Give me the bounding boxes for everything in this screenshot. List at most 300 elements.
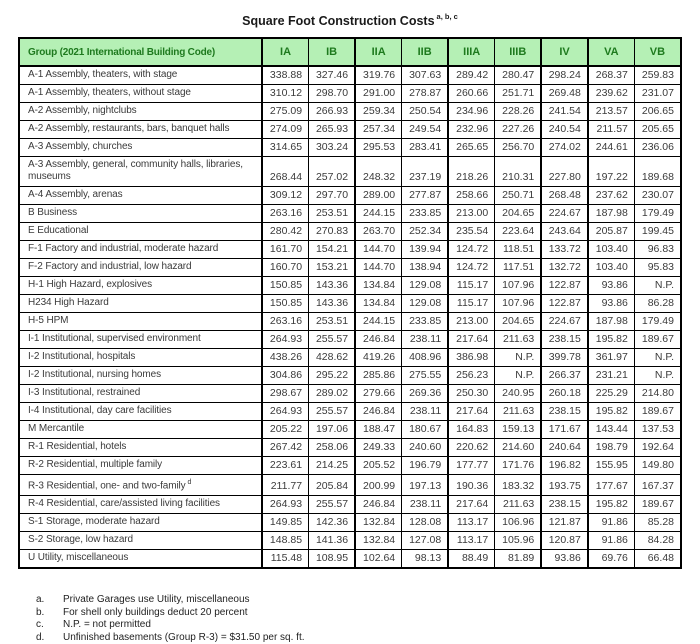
- table-header-row: [19, 38, 681, 66]
- cost-cell: 419.26: [355, 349, 402, 367]
- cost-cell: 171.76: [495, 457, 542, 475]
- column-header-iiia: IIIA: [448, 38, 495, 66]
- cost-cell: 263.70: [355, 223, 402, 241]
- cost-cell: 211.77: [262, 475, 309, 496]
- cost-cell: N.P.: [634, 367, 681, 385]
- cost-cell: 150.85: [262, 277, 309, 295]
- cost-cell: 113.17: [448, 514, 495, 532]
- cost-cell: 246.84: [355, 496, 402, 514]
- cost-cell: 127.08: [402, 532, 449, 550]
- cost-cell: 129.08: [402, 277, 449, 295]
- cost-cell: 120.87: [541, 532, 588, 550]
- table-row: [19, 259, 681, 277]
- cost-cell: 408.96: [402, 349, 449, 367]
- cost-cell: 217.64: [448, 496, 495, 514]
- cost-cell: 148.85: [262, 532, 309, 550]
- cost-cell: 115.48: [262, 550, 309, 569]
- cost-cell: 227.26: [495, 121, 542, 139]
- cost-cell: 278.87: [402, 85, 449, 103]
- cost-cell: 264.93: [262, 496, 309, 514]
- cost-cell: 144.70: [355, 241, 402, 259]
- cost-cell: 338.88: [262, 66, 309, 85]
- cost-cell: 84.28: [634, 532, 681, 550]
- table-row: [19, 277, 681, 295]
- footnote-marker: c.: [36, 619, 44, 631]
- footnote-text: Private Garages use Utility, miscellaneous: [63, 594, 250, 606]
- column-header-ib: IB: [309, 38, 356, 66]
- row-label: I-2 Institutional, nursing homes: [19, 367, 262, 385]
- cost-cell: 268.44: [262, 157, 309, 187]
- cost-cell: 108.95: [309, 550, 356, 569]
- cost-cell: 142.36: [309, 514, 356, 532]
- cost-cell: 275.09: [262, 103, 309, 121]
- cost-cell: 239.62: [588, 85, 635, 103]
- cost-cell: 211.57: [588, 121, 635, 139]
- cost-cell: 205.52: [355, 457, 402, 475]
- cost-cell: 214.25: [309, 457, 356, 475]
- cost-cell: 190.36: [448, 475, 495, 496]
- cost-cell: 102.64: [355, 550, 402, 569]
- footnote-text: Unfinished basements (Group R-3) = $31.50 per sq. ft.: [63, 631, 305, 643]
- row-label: A-3 Assembly, churches: [19, 139, 262, 157]
- cost-cell: 399.78: [541, 349, 588, 367]
- row-label: E Educational: [19, 223, 262, 241]
- cost-cell: 270.83: [309, 223, 356, 241]
- cost-cell: 210.31: [495, 157, 542, 187]
- row-label: H-5 HPM: [19, 313, 262, 331]
- row-label: I-2 Institutional, hospitals: [19, 349, 262, 367]
- cost-cell: 132.72: [541, 259, 588, 277]
- cost-cell: 265.93: [309, 121, 356, 139]
- table-row: [19, 103, 681, 121]
- cost-cell: 93.86: [588, 277, 635, 295]
- cost-cell: 206.65: [634, 103, 681, 121]
- cost-cell: 259.34: [355, 103, 402, 121]
- row-label: S-2 Storage, low hazard: [19, 532, 262, 550]
- table-row: [19, 475, 681, 496]
- table-row: [19, 331, 681, 349]
- cost-cell: 289.00: [355, 187, 402, 205]
- cost-cell: 277.87: [402, 187, 449, 205]
- cost-cell: 197.13: [402, 475, 449, 496]
- table-row: [19, 66, 681, 85]
- cost-cell: 289.42: [448, 66, 495, 85]
- table-row: [19, 421, 681, 439]
- column-header-iv: IV: [541, 38, 588, 66]
- cost-cell: 195.82: [588, 403, 635, 421]
- cost-cell: 250.54: [402, 103, 449, 121]
- cost-cell: 115.17: [448, 295, 495, 313]
- table-row: [19, 223, 681, 241]
- table-row: [19, 295, 681, 313]
- table-row: [19, 205, 681, 223]
- title-superscript: a, b, c: [436, 12, 458, 21]
- row-label: A-1 Assembly, theaters, without stage: [19, 85, 262, 103]
- cost-cell: 223.64: [495, 223, 542, 241]
- row-label: A-3 Assembly, general, community halls, libraries, museums: [19, 157, 262, 187]
- cost-cell: 107.96: [495, 295, 542, 313]
- footnote-line: [36, 619, 700, 632]
- cost-cell: 275.55: [402, 367, 449, 385]
- row-label: A-4 Assembly, arenas: [19, 187, 262, 205]
- cost-cell: 250.30: [448, 385, 495, 403]
- column-header-vb: VB: [634, 38, 681, 66]
- cost-cell: N.P.: [495, 349, 542, 367]
- cost-cell: 238.15: [541, 331, 588, 349]
- table-row: [19, 85, 681, 103]
- title-text: Square Foot Construction Costs: [242, 14, 435, 29]
- column-header-iia: IIA: [355, 38, 402, 66]
- cost-cell: 231.07: [634, 85, 681, 103]
- cost-cell: 189.68: [634, 157, 681, 187]
- table-row: [19, 241, 681, 259]
- table-row: [19, 121, 681, 139]
- cost-cell: 196.79: [402, 457, 449, 475]
- cost-cell: 255.57: [309, 331, 356, 349]
- cost-cell: 153.21: [309, 259, 356, 277]
- cost-cell: 244.15: [355, 205, 402, 223]
- cost-cell: 213.00: [448, 205, 495, 223]
- table-row: [19, 457, 681, 475]
- cost-cell: 177.77: [448, 457, 495, 475]
- cost-cell: 237.62: [588, 187, 635, 205]
- row-label: S-1 Storage, moderate hazard: [19, 514, 262, 532]
- cost-cell: 298.70: [309, 85, 356, 103]
- cost-cell: 238.11: [402, 331, 449, 349]
- cost-cell: 118.51: [495, 241, 542, 259]
- cost-cell: 122.87: [541, 295, 588, 313]
- cost-cell: 192.64: [634, 439, 681, 457]
- cost-cell: 303.24: [309, 139, 356, 157]
- cost-cell: 149.80: [634, 457, 681, 475]
- cost-cell: N.P.: [634, 349, 681, 367]
- cost-cell: 214.80: [634, 385, 681, 403]
- cost-cell: 161.70: [262, 241, 309, 259]
- table-row: [19, 514, 681, 532]
- cost-cell: 199.45: [634, 223, 681, 241]
- cost-cell: 240.60: [402, 439, 449, 457]
- cost-cell: 238.15: [541, 403, 588, 421]
- cost-cell: 227.80: [541, 157, 588, 187]
- cost-cell: 269.48: [541, 85, 588, 103]
- cost-cell: 93.86: [588, 295, 635, 313]
- row-label: H-1 High Hazard, explosives: [19, 277, 262, 295]
- cost-cell: 183.32: [495, 475, 542, 496]
- cost-cell: 85.28: [634, 514, 681, 532]
- cost-cell: 274.02: [541, 139, 588, 157]
- cost-cell: 66.48: [634, 550, 681, 569]
- cost-cell: 197.06: [309, 421, 356, 439]
- cost-cell: 304.86: [262, 367, 309, 385]
- cost-cell: 179.49: [634, 205, 681, 223]
- cost-cell: 211.63: [495, 496, 542, 514]
- cost-cell: 235.54: [448, 223, 495, 241]
- cost-cell: 167.37: [634, 475, 681, 496]
- cost-cell: 307.63: [402, 66, 449, 85]
- cost-cell: 189.67: [634, 331, 681, 349]
- table-row: [19, 439, 681, 457]
- cost-cell: 189.67: [634, 496, 681, 514]
- cost-cell: 139.94: [402, 241, 449, 259]
- row-label: B Business: [19, 205, 262, 223]
- table-row: [19, 403, 681, 421]
- column-header-va: VA: [588, 38, 635, 66]
- table-row: [19, 496, 681, 514]
- cost-cell: 103.40: [588, 259, 635, 277]
- cost-cell: 264.93: [262, 403, 309, 421]
- cost-cell: 179.49: [634, 313, 681, 331]
- cost-cell: 200.99: [355, 475, 402, 496]
- table-row: [19, 385, 681, 403]
- cost-cell: 244.15: [355, 313, 402, 331]
- cost-cell: 223.61: [262, 457, 309, 475]
- cost-cell: 205.65: [634, 121, 681, 139]
- row-label: A-2 Assembly, nightclubs: [19, 103, 262, 121]
- cost-cell: 319.76: [355, 66, 402, 85]
- cost-cell: 250.71: [495, 187, 542, 205]
- cost-cell: 195.82: [588, 496, 635, 514]
- cost-cell: 260.66: [448, 85, 495, 103]
- cost-cell: 213.00: [448, 313, 495, 331]
- table-row: [19, 313, 681, 331]
- cost-cell: 266.93: [309, 103, 356, 121]
- cost-cell: 386.98: [448, 349, 495, 367]
- table-row: [19, 532, 681, 550]
- cost-cell: 263.16: [262, 313, 309, 331]
- row-label: I-4 Institutional, day care facilities: [19, 403, 262, 421]
- cost-cell: 243.64: [541, 223, 588, 241]
- row-label: A-1 Assembly, theaters, with stage: [19, 66, 262, 85]
- row-label: A-2 Assembly, restaurants, bars, banquet halls: [19, 121, 262, 139]
- cost-cell: 268.48: [541, 187, 588, 205]
- cost-cell: 246.84: [355, 403, 402, 421]
- cost-cell: 187.98: [588, 205, 635, 223]
- cost-cell: 134.84: [355, 295, 402, 313]
- cost-cell: 263.16: [262, 205, 309, 223]
- cost-cell: 180.67: [402, 421, 449, 439]
- cost-cell: 225.29: [588, 385, 635, 403]
- cost-cell: 298.67: [262, 385, 309, 403]
- cost-cell: 205.87: [588, 223, 635, 241]
- cost-cell: 195.82: [588, 331, 635, 349]
- cost-cell: 220.62: [448, 439, 495, 457]
- column-header-iiib: IIIB: [495, 38, 542, 66]
- cost-cell: 259.83: [634, 66, 681, 85]
- cost-cell: 248.32: [355, 157, 402, 187]
- cost-cell: 143.36: [309, 277, 356, 295]
- row-label: U Utility, miscellaneous: [19, 550, 262, 569]
- column-header-iib: IIB: [402, 38, 449, 66]
- cost-cell: 295.53: [355, 139, 402, 157]
- row-label: H234 High Hazard: [19, 295, 262, 313]
- cost-cell: 258.06: [309, 439, 356, 457]
- cost-cell: 361.97: [588, 349, 635, 367]
- cost-cell: 438.26: [262, 349, 309, 367]
- cost-cell: 122.87: [541, 277, 588, 295]
- cost-cell: 228.26: [495, 103, 542, 121]
- cost-cell: 257.02: [309, 157, 356, 187]
- cost-cell: 218.26: [448, 157, 495, 187]
- cost-cell: 171.67: [541, 421, 588, 439]
- row-label: R-1 Residential, hotels: [19, 439, 262, 457]
- cost-cell: 121.87: [541, 514, 588, 532]
- cost-cell: 211.63: [495, 331, 542, 349]
- footnote-text: For shell only buildings deduct 20 percent: [63, 606, 248, 618]
- cost-cell: 251.71: [495, 85, 542, 103]
- cost-cell: 149.85: [262, 514, 309, 532]
- row-label: I-3 Institutional, restrained: [19, 385, 262, 403]
- cost-cell: 289.02: [309, 385, 356, 403]
- cost-cell: 231.21: [588, 367, 635, 385]
- cost-cell: 274.09: [262, 121, 309, 139]
- cost-cell: 196.82: [541, 457, 588, 475]
- cost-cell: 253.51: [309, 313, 356, 331]
- footnotes: [36, 594, 700, 644]
- cost-cell: 230.07: [634, 187, 681, 205]
- cost-cell: 141.36: [309, 532, 356, 550]
- cost-cell: 132.84: [355, 532, 402, 550]
- table-row: [19, 367, 681, 385]
- cost-cell: 309.12: [262, 187, 309, 205]
- footnote-line: [36, 632, 700, 644]
- cost-cell: 260.18: [541, 385, 588, 403]
- cost-cell: 298.24: [541, 66, 588, 85]
- cost-cell: 187.98: [588, 313, 635, 331]
- footnote-line: [36, 594, 700, 607]
- cost-cell: 240.54: [541, 121, 588, 139]
- cost-cell: 160.70: [262, 259, 309, 277]
- cost-cell: 291.00: [355, 85, 402, 103]
- cost-cell: 106.96: [495, 514, 542, 532]
- cost-cell: 124.72: [448, 241, 495, 259]
- cost-cell: 233.85: [402, 313, 449, 331]
- cost-cell: 241.54: [541, 103, 588, 121]
- cost-cell: 214.60: [495, 439, 542, 457]
- cost-cell: 144.70: [355, 259, 402, 277]
- row-label: M Mercantile: [19, 421, 262, 439]
- cost-cell: 295.22: [309, 367, 356, 385]
- cost-cell: 327.46: [309, 66, 356, 85]
- cost-cell: 217.64: [448, 331, 495, 349]
- cost-cell: 211.63: [495, 403, 542, 421]
- cost-cell: 113.17: [448, 532, 495, 550]
- cost-cell: 117.51: [495, 259, 542, 277]
- cost-cell: N.P.: [495, 367, 542, 385]
- cost-cell: 143.44: [588, 421, 635, 439]
- column-header-ia: IA: [262, 38, 309, 66]
- footnote-marker: a.: [36, 594, 45, 606]
- page-title: [0, 0, 700, 28]
- cost-cell: 249.54: [402, 121, 449, 139]
- row-label: R-4 Residential, care/assisted living facilities: [19, 496, 262, 514]
- cost-cell: 128.08: [402, 514, 449, 532]
- cost-cell: 224.67: [541, 205, 588, 223]
- cost-cell: 177.67: [588, 475, 635, 496]
- cost-cell: 238.15: [541, 496, 588, 514]
- cost-cell: 204.65: [495, 205, 542, 223]
- cost-cell: 98.13: [402, 550, 449, 569]
- cost-cell: 95.83: [634, 259, 681, 277]
- row-label: F-1 Factory and industrial, moderate hazard: [19, 241, 262, 259]
- cost-cell: 237.19: [402, 157, 449, 187]
- cost-cell: 150.85: [262, 295, 309, 313]
- cost-cell: 238.11: [402, 496, 449, 514]
- cost-cell: 96.83: [634, 241, 681, 259]
- cost-cell: 428.62: [309, 349, 356, 367]
- cost-cell: 93.86: [541, 550, 588, 569]
- cost-cell: 244.61: [588, 139, 635, 157]
- table-row: [19, 349, 681, 367]
- cost-cell: 238.11: [402, 403, 449, 421]
- cost-cell: 310.12: [262, 85, 309, 103]
- cost-cell: 233.85: [402, 205, 449, 223]
- row-label: R-3 Residential, one- and two-family $^d$: [19, 475, 262, 496]
- cost-cell: 115.17: [448, 277, 495, 295]
- cost-cell: 143.36: [309, 295, 356, 313]
- cost-cell: 252.34: [402, 223, 449, 241]
- cost-cell: 314.65: [262, 139, 309, 157]
- cost-cell: 236.06: [634, 139, 681, 157]
- cost-cell: 138.94: [402, 259, 449, 277]
- cost-cell: 213.57: [588, 103, 635, 121]
- cost-cell: 105.96: [495, 532, 542, 550]
- row-label-superscript: d: [185, 479, 192, 487]
- cost-cell: 188.47: [355, 421, 402, 439]
- cost-cell: 264.93: [262, 331, 309, 349]
- cost-cell: N.P.: [634, 277, 681, 295]
- footnote-marker: d.: [36, 631, 45, 643]
- table-row: [19, 157, 681, 187]
- row-label: I-1 Institutional, supervised environment: [19, 331, 262, 349]
- table-row: [19, 139, 681, 157]
- row-label: R-2 Residential, multiple family: [19, 457, 262, 475]
- cost-cell: 283.41: [402, 139, 449, 157]
- cost-cell: 103.40: [588, 241, 635, 259]
- footnote-line: [36, 607, 700, 620]
- cost-cell: 197.22: [588, 157, 635, 187]
- cost-cell: 224.67: [541, 313, 588, 331]
- cost-cell: 255.57: [309, 403, 356, 421]
- cost-cell: 257.34: [355, 121, 402, 139]
- cost-cell: 279.66: [355, 385, 402, 403]
- cost-cell: 198.79: [588, 439, 635, 457]
- construction-costs-table: [18, 37, 682, 569]
- cost-cell: 137.53: [634, 421, 681, 439]
- cost-cell: 267.42: [262, 439, 309, 457]
- cost-cell: 91.86: [588, 514, 635, 532]
- cost-cell: 124.72: [448, 259, 495, 277]
- cost-cell: 91.86: [588, 532, 635, 550]
- cost-cell: 133.72: [541, 241, 588, 259]
- cost-cell: 269.36: [402, 385, 449, 403]
- cost-cell: 132.84: [355, 514, 402, 532]
- cost-cell: 69.76: [588, 550, 635, 569]
- cost-cell: 88.49: [448, 550, 495, 569]
- cost-cell: 246.84: [355, 331, 402, 349]
- cost-cell: 280.47: [495, 66, 542, 85]
- cost-cell: 159.13: [495, 421, 542, 439]
- cost-cell: 232.96: [448, 121, 495, 139]
- footnote-marker: b.: [36, 606, 45, 618]
- cost-cell: 249.33: [355, 439, 402, 457]
- cost-cell: 285.86: [355, 367, 402, 385]
- table-row: [19, 187, 681, 205]
- cost-cell: 86.28: [634, 295, 681, 313]
- cost-cell: 204.65: [495, 313, 542, 331]
- table-row: [19, 550, 681, 569]
- cost-cell: 154.21: [309, 241, 356, 259]
- cost-cell: 189.67: [634, 403, 681, 421]
